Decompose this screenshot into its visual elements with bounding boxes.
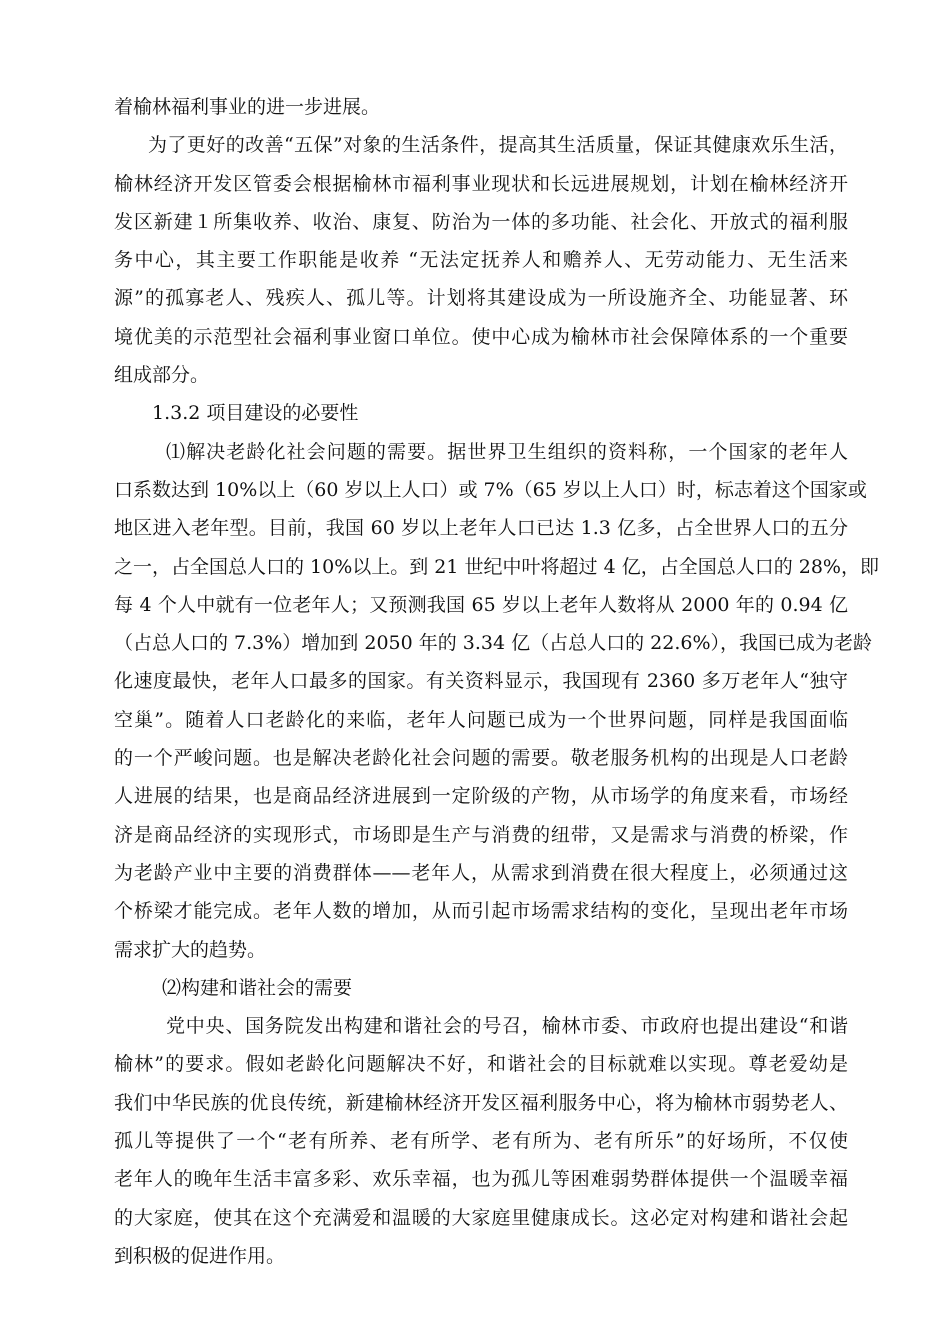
text-line: 着榆林福利事业的进一步进展。 <box>114 96 381 118</box>
text-line: 发区新建１所集收养、收治、康复、防治为一体的多功能、社会化、开放式的福利服 <box>114 210 848 233</box>
text-line: 党中央、国务院发出构建和谐社会的号召，榆林市委、市政府也提出建设“和谐 <box>166 1015 848 1038</box>
text-line: 为了更好的改善“五保”对象的生活条件，提高其生活质量，保证其健康欢乐生活， <box>148 134 848 157</box>
text-line: 每 4 个人中就有一位老年人；又预测我国 65 岁以上老年人数将从 2000 年的 0.94 亿 <box>114 593 848 616</box>
text-line: 境优美的示范型社会福利事业窗口单位。使中心成为榆林市社会保障体系的一个重要 <box>114 325 848 348</box>
text-line: 地区进入老年型。目前，我国 60 岁以上老年人口已达 1.3 亿多，占全世界人口的五分 <box>114 517 848 540</box>
text-line: 孤儿等提供了一个“老有所养、老有所学、老有所为、老有所乐”的好场所，不仅使 <box>114 1130 848 1153</box>
text-line: 之一，占全国总人口的 10%以上。到 21 世纪中叶将超过 4 亿，占全国总人口的 28%，即 <box>114 555 879 578</box>
text-line: 需求扩大的趋势。 <box>114 938 267 961</box>
text-line: 务中心，其主要工作职能是收养 “无法定抚养人和赡养人、无劳动能力、无生活来 <box>114 249 848 272</box>
text-line: 为老龄产业中主要的消费群体——老年人，从需求到消费在很大程度上，必须通过这 <box>114 861 848 884</box>
text-line: 个桥梁才能完成。老年人数的增加，从而引起市场需求结构的变化，呈现出老年市场 <box>114 900 848 923</box>
text-line: 源”的孤寡老人、残疾人、孤儿等。计划将其建设成为一所设施齐全、功能显著、环 <box>114 287 848 310</box>
text-line: 济是商品经济的实现形式，市场即是生产与消费的纽带，又是需求与消费的桥梁，作 <box>114 823 848 846</box>
document-page <box>114 88 879 1275</box>
text-line: 我们中华民族的优良传统，新建榆林经济开发区福利服务中心，将为榆林市弱势老人、 <box>114 1091 848 1114</box>
text-line: 化速度最快，老年人口最多的国家。有关资料显示，我国现有 2360 多万老年人“独守 <box>114 670 848 693</box>
text-line: ⑴解决老龄化社会问题的需要。据世界卫生组织的资料称，一个国家的老年人 <box>166 440 848 463</box>
text-line: 榆林经济开发区管委会根据榆林市福利事业现状和长远进展规划，计划在榆林经济开 <box>114 172 848 195</box>
text-line: 空巢”。随着人口老龄化的来临，老年人问题已成为一个世界问题，同样是我国面临 <box>114 708 848 731</box>
text-line: 老年人的晚年生活丰富多彩、欢乐幸福，也为孤儿等困难弱势群体提供一个温暖幸福 <box>114 1168 848 1191</box>
text-line: 的一个严峻问题。也是解决老龄化社会问题的需要。敬老服务机构的出现是人口老龄 <box>114 747 848 770</box>
text-line: 的大家庭，使其在这个充满爱和温暖的大家庭里健康成长。这必定对构建和谐社会起 <box>114 1206 848 1229</box>
text-line: 榆林”的要求。假如老龄化问题解决不好，和谐社会的目标就难以实现。尊老爱幼是 <box>114 1053 848 1076</box>
text-line: 到积极的促进作用。 <box>114 1244 286 1267</box>
section-heading: 1.3.2 项目建设的必要性 <box>152 402 359 425</box>
section-heading: ⑵构建和谐社会的需要 <box>162 976 353 999</box>
text-line: （占总人口的 7.3%）增加到 2050 年的 3.34 亿（占总人口的 22.6%），我国已成为老龄 <box>114 632 873 655</box>
text-line: 人进展的结果，也是商品经济进展到一定阶级的产物，从市场学的角度来看，市场经 <box>114 785 848 808</box>
text-line: 口系数达到 10%以上（60 岁以上人口）或 7%（65 岁以上人口）时，标志着这个国家或 <box>114 478 867 501</box>
text-line: 组成部分。 <box>114 364 210 387</box>
